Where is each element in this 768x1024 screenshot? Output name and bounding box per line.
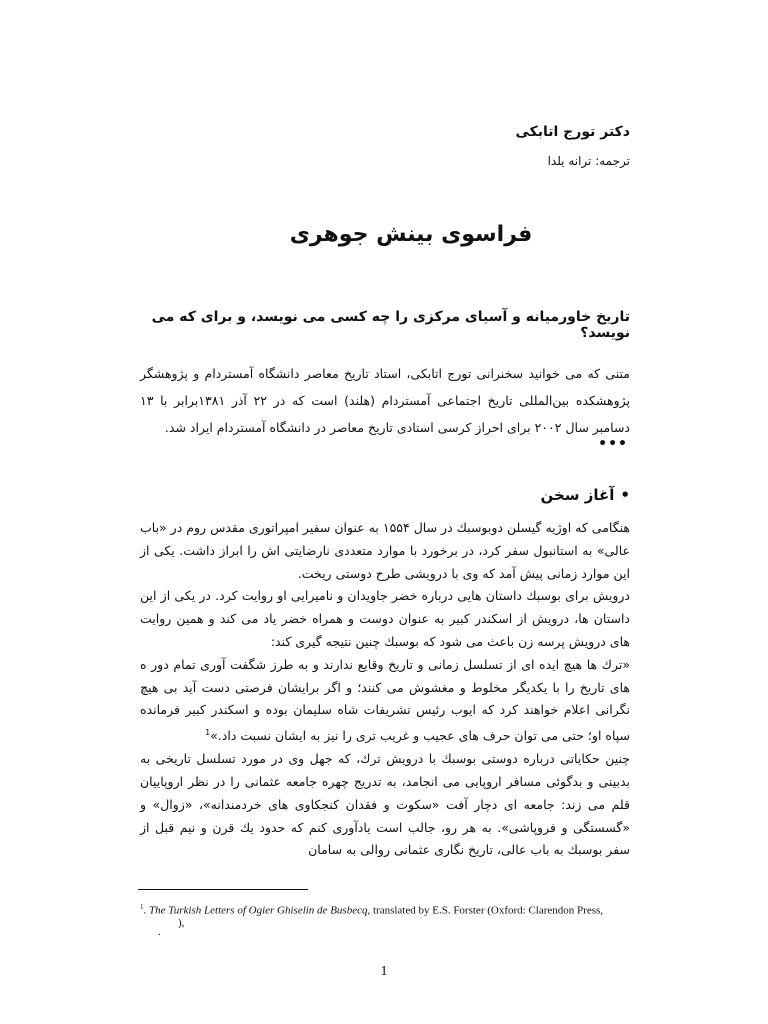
section-heading-text: آغاز سخن: [540, 486, 615, 504]
translator-credit: ترجمه: ترانه یلدا: [547, 154, 630, 168]
section-separator: •••: [598, 436, 628, 452]
footnote: [140, 903, 640, 929]
body-paragraph: چنین حکایاتی درباره دوستی بوسبك با درویش ترك، که جهل وی در مورد تسلسل تاریخی به بدبینی و بدگوئی مسافر اروپایی می انجامد، به تدریج چهره جامعه عثمانی را در نظر اروپاییان قلم می زند: جامعه ای دچار آفت «سکوت و فقدان کنجکاوی های خردمندانه»، «زوال» و «گسستگی و فروپاشی». به هر رو، جالب است یادآوری کنم که حدود یك قرن و نیم قبل از سفر بوسبك به باب عالی، تاریخ نگاری عثمانی روالی به سامان: [140, 751, 630, 858]
quote-text: «ترك ها هیچ ایده ای از تسلسل زمانی و تاریخ وقایع ندارند و به طرز شگفت آوری تمام دور ه های تاریخ را با یکدیگر مخلوط و مغشوش می کنند؛ و اگر برایشان فرصتی دست آید بی هیچ نگرانی اعلام خواهند کرد که ایوب رئیس تشریفات شاه سلیمان بوده و اسکندر کبیر فرمانده سپاه او؛ حتی می توان حرف های عجیب و غریب تری را نیز به ایشان نسبت داد.»: [140, 656, 630, 744]
author-name: دکتر تورج اتابکی: [515, 124, 630, 140]
bullet-icon: •: [620, 486, 630, 504]
footnote-divider: [138, 889, 308, 890]
footnote-book-title: The Turkish Letters of Ogier Ghiselin de Busbecq: [149, 904, 368, 917]
section-body: [140, 517, 630, 862]
section-heading: [140, 486, 630, 504]
footnote-end: ),: [178, 916, 185, 929]
body-quote: [140, 654, 630, 748]
page-number: 1: [380, 964, 388, 979]
body-paragraph: درویش برای بوسبك داستان هایی درباره خضر جاویدان و نامیرایی او روایت کرد. در یکی از این داستان ها، درویش از اسکندر کبیر به عنوان دوست و همراه خضر یاد می کند و همین روایت های درویش پرسه زن باعث می شود که بوسبك چنین نتیجه گیری کند:: [140, 588, 630, 649]
body-paragraph: هنگامی که اوژیه گیسلن دوبوسبك در سال ۱۵۵۴ به عنوان سفیر امپراتوری مقدس روم در «باب عالی» به استانبول سفر کرد، در برخورد با موارد متعددی نارضایتی اش را ابراز داشت. یکی از این موارد زمانی پیش آمد که وی با درویشی طرح دوستی ریخت.: [140, 520, 630, 581]
intro-paragraph: متنی که می خوانید سخنرانی تورج اتابکی، استاد تاریخ معاصر دانشگاه آمستردام و پژوهشگر پژوهشکده بین‌المللی تاریخ اجتماعی آمستردام (هلند) است که در ۲۲ آذر ۱۳۸۱برابر با ۱۳ دسامبر سال ۲۰۰۲ برای احراز کرسی استادی تاریخ معاصر در دانشگاه آمستردام ایراد شد.: [140, 366, 630, 435]
footnote-separator: .: [143, 904, 149, 917]
footnote-details: , translated by E.S. Forster (Oxford: Clarendon Press,: [367, 904, 604, 917]
footnote-reference[interactable]: 1: [205, 728, 211, 738]
document-title: فراسوی بینش جوهری: [289, 222, 533, 247]
subtitle-question: تاریخ خاورمیانه و آسیای مرکزی را چه کسی می نویسد، و برای که می نویسد؟: [151, 309, 630, 341]
footnote-continuation: .: [158, 926, 161, 938]
footnote-number: 1: [140, 903, 144, 911]
